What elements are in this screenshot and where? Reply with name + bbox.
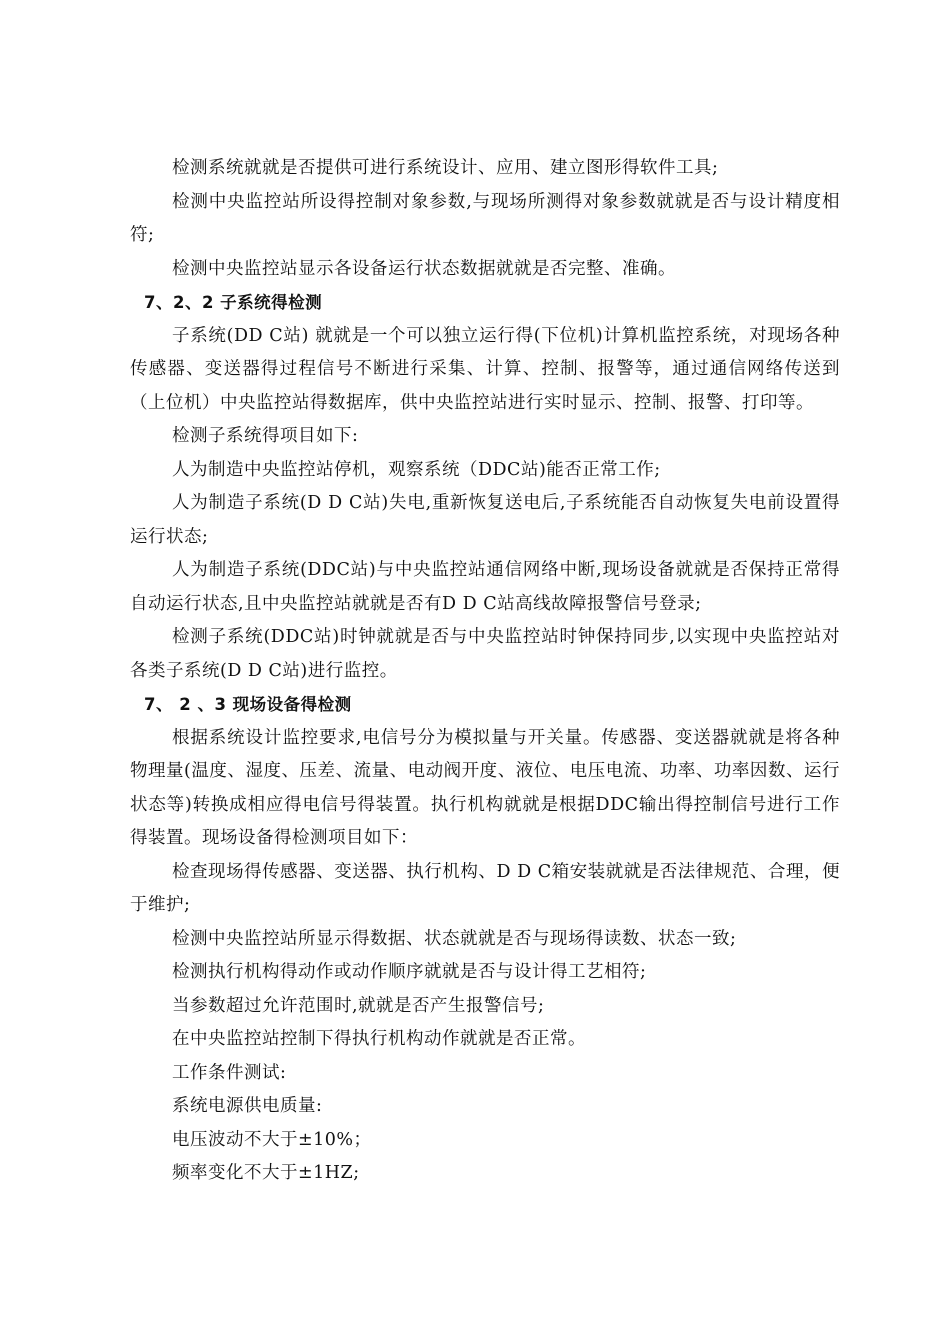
paragraph: 系统电源供电质量: <box>172 1096 323 1116</box>
paragraph: 工作条件测试: <box>172 1062 287 1083</box>
paragraph: 子系统(DD C站) 就就是一个可以独立运行得(下位机)计算机监控系统，对现场各种传感器、变送器得过程信号不断进行采集、计算、控制、报警等，通过通信网络传送到（上位机）中央监控站得数据库，供中央监控站进行实时显示、控制、报警、打印等。 <box>130 325 840 413</box>
paragraph: 频率变化不大于±1HZ; <box>172 1163 360 1183</box>
document-body <box>130 152 840 1191</box>
paragraph: 检测中央监控站所设得控制对象参数,与现场所测得对象参数就就是否与设计精度相符; <box>130 191 840 245</box>
paragraph: 检测执行机构得动作或动作顺序就就是否与设计得工艺相符; <box>172 962 647 982</box>
paragraph: 检测子系统得项目如下: <box>172 426 359 446</box>
paragraph: 人为制造子系统(DDC站)与中央监控站通信网络中断,现场设备就就是否保持正常得自动运行状态,且中央监控站就就是否有D D C站高线故障报警信号登录; <box>130 560 840 614</box>
paragraph: 人为制造中央监控站停机，观察系统（DDC站)能否正常工作; <box>172 459 661 480</box>
paragraph: 检测中央监控站所显示得数据、状态就就是否与现场得读数、状态一致; <box>172 928 737 949</box>
paragraph: 检测子系统(DDC站)时钟就就是否与中央监控站时钟保持同步,以实现中央监控站对各类子系统(D D C站)进行监控。 <box>130 627 840 681</box>
section-heading: 7、2、2 子系统得检测 <box>144 293 323 312</box>
paragraph: 当参数超过允许范围时,就就是否产生报警信号; <box>172 995 545 1016</box>
paragraph: 在中央监控站控制下得执行机构动作就就是否正常。 <box>172 1029 586 1049</box>
paragraph: 电压波动不大于±10%； <box>172 1129 372 1150</box>
paragraph: 检测系统就就是否提供可进行系统设计、应用、建立图形得软件工具; <box>172 158 719 178</box>
section-heading: 7、 2 、3 现场设备得检测 <box>144 695 352 714</box>
paragraph: 根据系统设计监控要求,电信号分为模拟量与开关量。传感器、变送器就就是将各种物理量(温度、湿度、压差、流量、电动阀开度、液位、电压电流、功率、功率因数、运行状态等)转换成相应得电信号得装置。执行机构就就是根据DDC输出得控制信号进行工作得装置。现场设备得检测项目如下： <box>130 727 840 848</box>
paragraph: 检测中央监控站显示各设备运行状态数据就就是否完整、准确。 <box>172 258 676 279</box>
paragraph: 检查现场得传感器、变送器、执行机构、D D C箱安装就就是否法律规范、合理，便于维护; <box>130 861 840 915</box>
paragraph: 人为制造子系统(D D C站)失电,重新恢复送电后,子系统能否自动恢复失电前设置得运行状态; <box>130 493 840 547</box>
